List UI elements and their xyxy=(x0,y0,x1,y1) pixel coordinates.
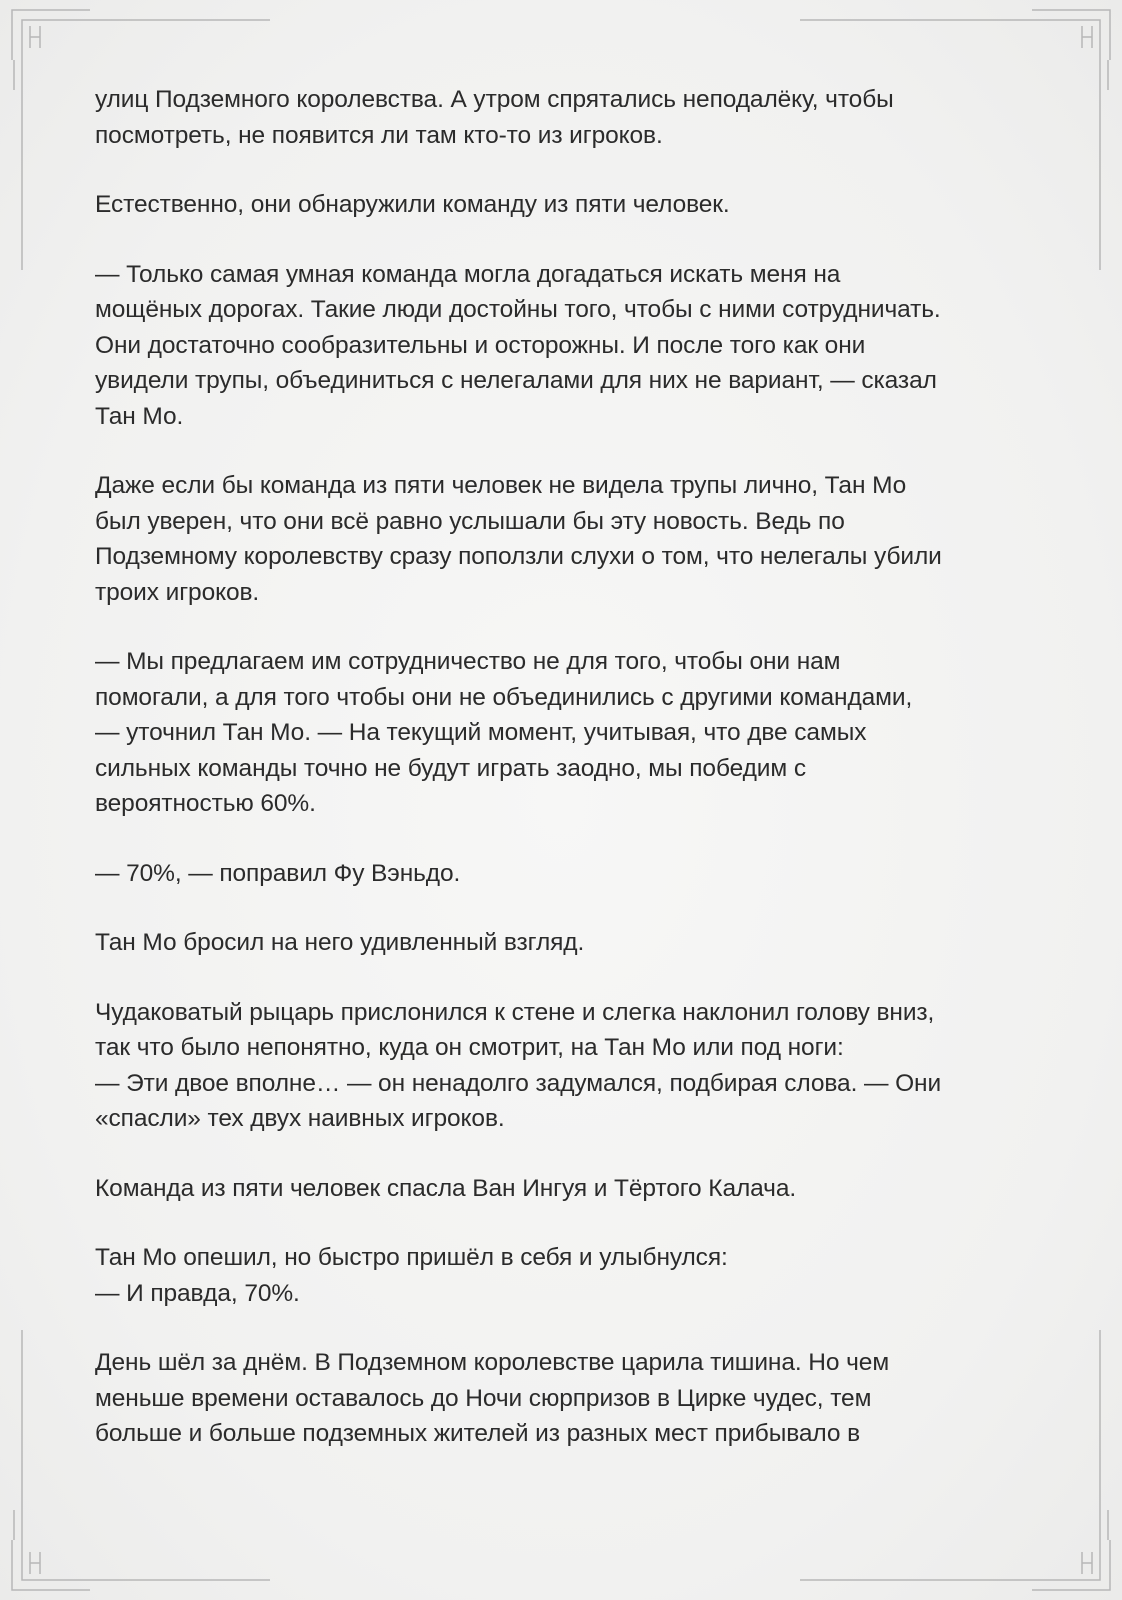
paragraph xyxy=(95,644,1035,822)
text-line: — Эти двое вполне… — он ненадолго задумался, подбирая слова. — Они xyxy=(95,1069,942,1097)
text-line: Подземному королевству сразу поползли слухи о том, что нелегалы убили xyxy=(95,543,942,570)
text-line: — И правда, 70%. xyxy=(95,1279,300,1307)
text-line: «спасли» тех двух наивных игроков. xyxy=(95,1105,505,1132)
paragraph xyxy=(95,257,1035,435)
text-line: Команда из пяти человек спасла Ван Ингуя и Тёртого Калача. xyxy=(95,1174,797,1202)
paragraph xyxy=(95,468,1035,610)
text-line: вероятностью 60%. xyxy=(95,790,316,817)
paragraph xyxy=(95,925,1035,961)
text-line: троих игроков. xyxy=(95,578,260,606)
text-line: улиц Подземного королевства. А утром спрятались неподалёку, чтобы xyxy=(95,86,894,113)
paragraph xyxy=(95,187,1035,223)
paragraph xyxy=(95,995,1035,1137)
paragraph xyxy=(95,856,1035,892)
text-line: — Только самая умная команда могла догадаться искать меня на xyxy=(95,260,841,288)
text-line: Естественно, они обнаружили команду из пяти человек. xyxy=(95,191,730,218)
text-line: — Мы предлагаем им сотрудничество не для того, чтобы они нам xyxy=(95,648,841,675)
text-line: — 70%, — поправил Фу Вэньдо. xyxy=(95,859,461,887)
paragraph xyxy=(95,82,1035,153)
text-line: Даже если бы команда из пяти человек не видела трупы лично, Тан Мо xyxy=(95,472,907,499)
text-line: сильных команды точно не будут играть заодно, мы победим с xyxy=(95,754,806,782)
text-line: помогали, а для того чтобы они не объединились с другими командами, xyxy=(95,683,913,711)
text-line: Тан Мо бросил на него удивленный взгляд. xyxy=(95,929,585,956)
text-line: так что было непонятно, куда он смотрит, на Тан Мо или под ноги: xyxy=(95,1034,844,1061)
text-line: больше и больше подземных жителей из разных мест прибывало в xyxy=(95,1420,861,1447)
text-line: Тан Мо. xyxy=(95,402,184,430)
text-line: Тан Мо опешил, но быстро пришёл в себя и улыбнулся: xyxy=(95,1244,728,1271)
text-line: — уточнил Тан Мо. — На текущий момент, учитывая, что две самых xyxy=(95,719,867,746)
text-line: День шёл за днём. В Подземном королевстве царила тишина. Но чем xyxy=(95,1349,890,1376)
text-line: Они достаточно сообразительны и осторожны. И после того как они xyxy=(95,331,866,359)
paragraph xyxy=(95,1171,1035,1207)
text-line: увидели трупы, объединиться с нелегалами для них не вариант, — сказал xyxy=(95,367,937,394)
paragraph xyxy=(95,1240,1035,1311)
body-text xyxy=(95,82,1035,1486)
text-line: посмотреть, не появится ли там кто-то из игроков. xyxy=(95,121,663,149)
text-line: был уверен, что они всё равно услышали бы эту новость. Ведь по xyxy=(95,507,845,535)
paragraph xyxy=(95,1345,1035,1452)
text-line: меньше времени оставалось до Ночи сюрпризов в Цирке чудес, тем xyxy=(95,1384,872,1412)
text-line: мощёных дорогах. Такие люди достойны того, чтобы с ними сотрудничать. xyxy=(95,296,941,323)
text-line: Чудаковатый рыцарь прислонился к стене и слегка наклонил голову вниз, xyxy=(95,998,935,1026)
